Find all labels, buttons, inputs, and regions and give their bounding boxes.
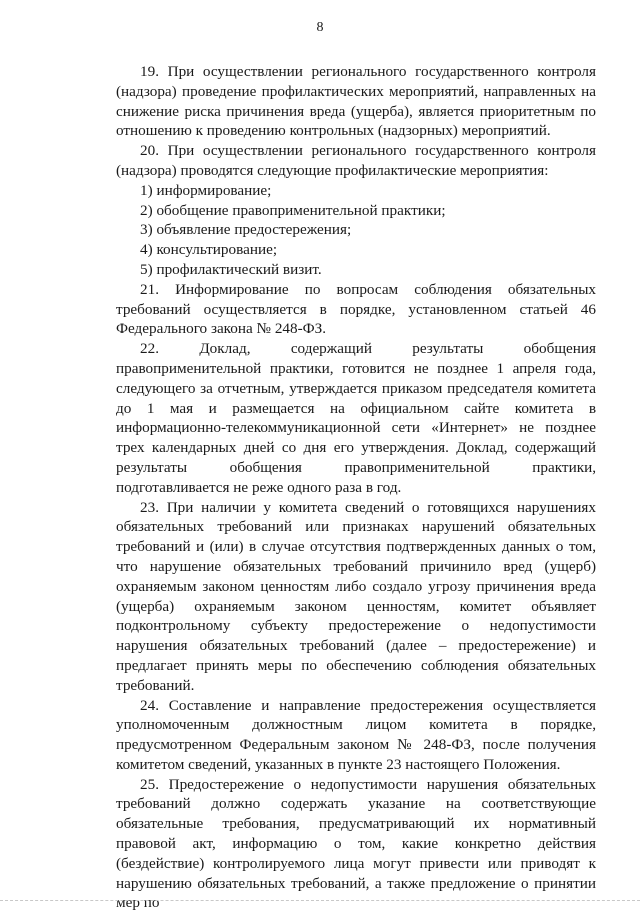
paragraph-19: 19. При осуществлении регионального государственного контроля (надзора) проведение профилактических мероприятий, направленных на снижение риска причинения вреда (ущерба), является приоритетным по отношению к проведению контрольных (надзорных) мероприятий.	[116, 63, 596, 140]
list-item: 1) информирование;	[140, 181, 272, 199]
paragraph-23: 23. При наличии у комитета сведений о готовящихся нарушениях обязательных требований или признаках нарушений обязательных требований и (или) в случае отсутствия подтвержденных данных о том, что нарушение обязательных требований причинило вред (ущерб) охраняемым законом ценностям либо создало угрозу причинения вреда (ущерба) охраняемым законом ценностям, комитет объявляет подконтрольному субъекту предостережение о недопустимости нарушения обязательных требований (далее – предостережение) и предлагает принять меры по обеспечению соблюдения обязательных требований.	[116, 498, 596, 694]
page-number: 8	[316, 20, 324, 35]
paragraph-24: 24. Составление и направление предостережения осуществляется уполномоченным должностным лицом комитета в порядке, предусмотренном Федеральным законом № 248-ФЗ, после получения комитетом сведений, указанных в пункте 23 настоящего Положения.	[116, 696, 596, 773]
paragraph-21: 21. Информирование по вопросам соблюдения обязательных требований осуществляется в порядке, установленном статьей 46 Федерального закона № 248-ФЗ.	[116, 280, 596, 338]
paragraph-22: 22. Доклад, содержащий результаты обобщения правоприменительной практики, готовится не позднее 1 апреля года, следующего за отчетным, утверждается приказом председателя комитета до 1 мая и размещается на официальном сайте комитета в информационно-телекоммуникационной сети «Интернет» не позднее трех календарных дней со дня его утверждения. Доклад, содержащий результаты обобщения правоприменительной практики, подготавливается не реже одного раза в год.	[116, 340, 596, 496]
document-body	[116, 62, 596, 913]
list-item: 5) профилактический визит.	[140, 260, 322, 278]
list-item: 4) консультирование;	[140, 241, 278, 259]
list-item: 3) объявление предостережения;	[140, 221, 352, 239]
paragraph-25: 25. Предостережение о недопустимости нарушения обязательных требований должно содержать указание на соответствующие обязательные требования, предусматривающий их нормативный правовой акт, информацию о том, какие конкретно действия (бездействие) контролируемого лица могут привести или приводят к нарушению обязательных требований, а также предложение о принятии мер по	[116, 775, 596, 912]
page-bottom-divider	[0, 898, 640, 901]
list-item: 2) обобщение правоприменительной практики;	[140, 201, 446, 219]
paragraph-20: 20. При осуществлении регионального государственного контроля (надзора) проводятся следующие профилактические мероприятия:	[116, 142, 596, 179]
